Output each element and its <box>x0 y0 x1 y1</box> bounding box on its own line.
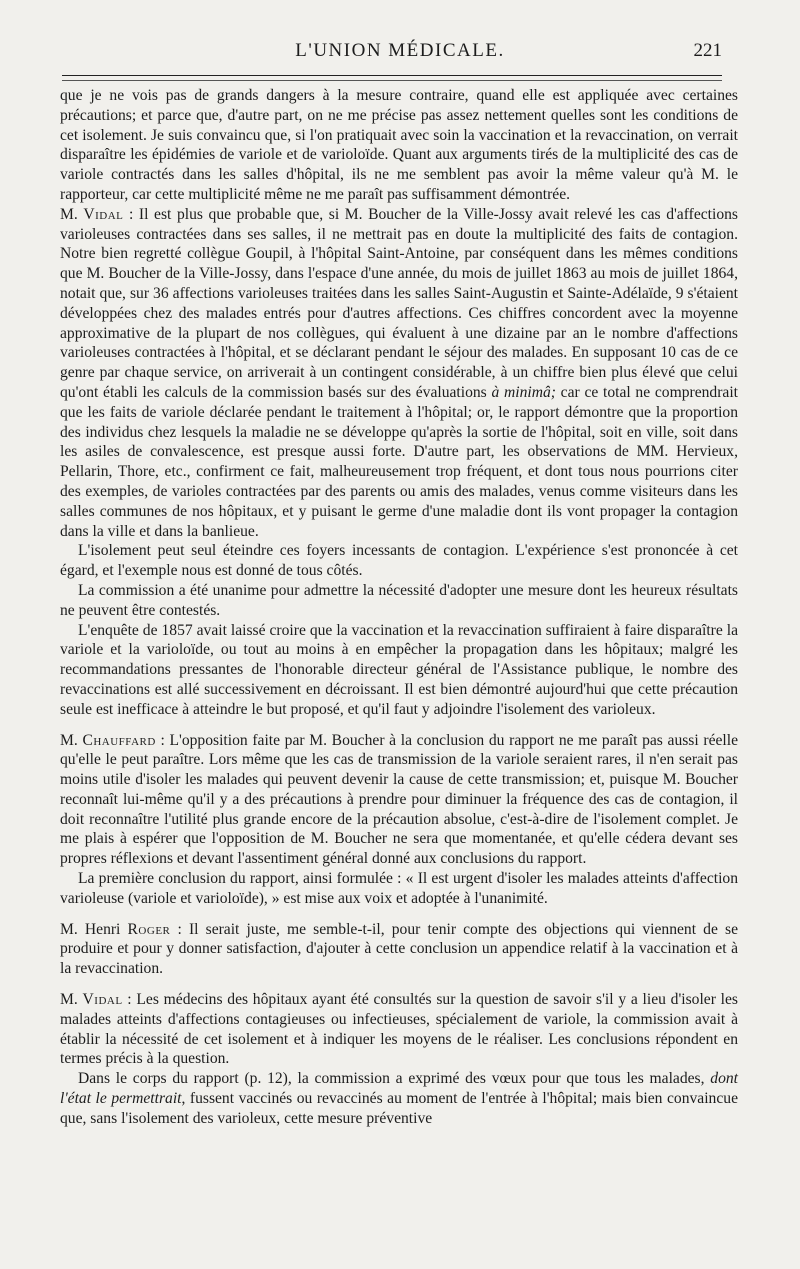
paragraph-p4 <box>60 581 738 621</box>
paragraph-text: La commission a été unanime pour admettre la nécessité d'adopter une mesure dont les heureux résultats ne peuvent être contestés. <box>60 581 738 619</box>
page-number: 221 <box>693 40 722 61</box>
body-text <box>60 86 738 1129</box>
paragraph-p10 <box>60 1069 738 1128</box>
paragraph-p2 <box>60 205 738 542</box>
paragraph-text: La première conclusion du rapport, ainsi formulée : « Il est urgent d'isoler les malades atteints d'affection varioleuse (variole et varioloïde), » est mise aux voix et adoptée à l'unanimité. <box>60 870 738 907</box>
paragraph-p3 <box>60 541 738 581</box>
speaker-name: Vidal <box>82 991 123 1009</box>
paragraph-text: M. <box>60 205 84 223</box>
paragraph-text: car ce total ne comprendrait que les faits de variole déclarée pendant le traitement à l'hôpital; or, le rapport démontre que la proportion des individus chez lesquels la maladie ne se développe qu'après la sortie de l'hôpital, soit en ville, soit dans les asiles de convalescence, est presque aussi forte. D'autre part, les observations de MM. Hervieux, Pellarin, Thore, etc., confirment ce fait, malheureusement trop fréquent, et dont tous nous pourrions citer des exemples, de varioles contractées par des parents ou amis des malades, venus comme visiteurs dans les salles communes de nos hôpitaux, et y puisant le germe d'une maladie dont ils vont propager la contagion dans la ville et dans la banlieue. <box>60 383 739 540</box>
paragraph-text: M. <box>60 731 83 749</box>
paragraph-text: : Les médecins des hôpitaux ayant été consultés sur la question de savoir s'il y a lieu d'isoler les malades atteints d'affections contagieuses ou infectieuses, spécialement de variole, la commission avait à établir la nécessité de cet isolement et à indiquer les moyens de le réaliser. Les conclusions répondent en termes précis à la question. <box>60 991 738 1068</box>
paragraph-text: , fussent vaccinés ou revaccinés au moment de l'entrée à l'hôpital; mais bien convaincue que, sans l'isolement des varioleux, cette mesure préventive <box>60 1090 738 1127</box>
paragraph-text: Dans le corps du rapport (p. 12), la commission a exprimé des vœux pour que tous les malades, <box>78 1070 711 1088</box>
paragraph-text: : Il est plus que probable que, si M. Boucher de la Ville-Jossy avait relevé les cas d'affections varioleuses contractées dans ses salles, il ne mettrait pas en doute la multiplicité des faits de contagion. Notre bien regretté collègue Goupil, à l'hôpital Saint-Antoine, par conséquent dans les mêmes conditions que M. Boucher de la Ville-Jossy, dans l'espace d'une année, du mois de juillet 1863 au mois de juillet 1864, notait que, sur 36 affections varioleuses traitées dans les salles Saint-Augustin et Sainte-Adélaïde, 9 s'étaient développées chez des malades entrés pour d'autres affections. Ces chiffres concordent avec la moyenne approximative de la plupart de nos collègues, qui évaluent à une dizaine par an le nombre d'affections varioleuses contractées à l'hôpital, et se déclarant pendant le séjour des malades. En supposant 10 cas de ce genre par chaque service, on arriverait à un contingent considérable, à un chiffre bien plus élevé que celui qu'ont établi les calculs de la commission basés sur des évaluations <box>60 205 738 401</box>
paragraph-text: : L'opposition faite par M. Boucher à la conclusion du rapport ne me paraît pas aussi réelle qu'elle le peut paraître. Lors même que les cas de transmission de la variole seraient rares, il n'en serait pas moins utile d'isoler les malades qui peuvent devenir la cause de cette transmission; et, puisque M. Boucher reconnaît lui-même qu'il y a des précautions à prendre pour diminuer la fréquence des cas de contagion, il doit reconnaître l'utilité plus grande encore de la précaution absolue, c'est-à-dire de l'isolement complet. Je me plais à espérer que l'opposition de M. Boucher ne sera que momentanée, et qu'elle cédera devant ses propres réflexions et devant l'assentiment général donné aux conclusions du rapport. <box>60 731 738 868</box>
paragraph-text: L'enquête de 1857 avait laissé croire que la vaccination et la revaccination suffiraient à faire disparaître la variole et la varioloïde, ou tout au moins à en empêcher la propagation dans les hôpitaux; malgré les recommandations pressantes de l'honorable directeur général de l'Assistance publique, le nombre des revaccinations est allé successivement en décroissant. Il est bien démontré aujourd'hui que cette précaution seule est inefficace à atteindre le but proposé, et qu'il faut y adjoindre l'isolement des varioleux. <box>60 621 738 718</box>
header-rule <box>62 75 722 76</box>
header-rule-thin <box>62 80 722 81</box>
paragraph-text: M. Henri <box>60 920 128 938</box>
paragraph-text: M. <box>60 991 83 1009</box>
paragraph-p5 <box>60 621 738 720</box>
paragraph-text: : Il serait juste, me semble-t-il, pour tenir compte des objections qui viennent de se produire et pour y donner satisfaction, d'ajouter à cette conclusion un appendice relatif à la vaccination et à la revaccination. <box>60 920 738 978</box>
paragraph-text: L'isolement peut seul éteindre ces foyers incessants de contagion. L'expérience s'est prononcée à cet égard, et l'exemple nous est donné de tous côtés. <box>60 542 738 580</box>
paragraph-p9 <box>60 990 738 1069</box>
paragraph-p7 <box>60 869 738 909</box>
speaker-name: Roger <box>127 920 171 938</box>
speaker-name: Vidal <box>83 205 124 223</box>
paragraph-text: que je ne vois pas de grands dangers à la mesure contraire, quand elle est appliquée avec certaines précautions; et parce que, d'autre part, on ne me précise pas assez nettement quelles sont les conditions de cet isolement. Je suis convaincu que, si l'on pratiquait avec soin la vaccination et la revaccination, on verrait disparaître les épidémies de variole et de varioloïde. Quant aux arguments tirés de la multiplicité des cas de variole contractés dans les salles d'hôpital, ils ne me semblent pas avoir la même valeur qu'à M. le rapporteur, car cette multiplicité même ne me paraît pas suffisamment démontrée. <box>60 87 738 203</box>
page-header <box>0 40 800 70</box>
emphasis-text: dont l'état le permettrait <box>60 1070 738 1108</box>
paragraph-p6 <box>60 731 738 870</box>
running-title: L'UNION MÉDICALE. <box>295 40 505 61</box>
paragraph-p8 <box>60 920 738 979</box>
paragraph-p1 <box>60 86 738 205</box>
emphasis-text: à minimâ; <box>491 383 556 401</box>
speaker-name: Chauffard <box>82 731 156 749</box>
